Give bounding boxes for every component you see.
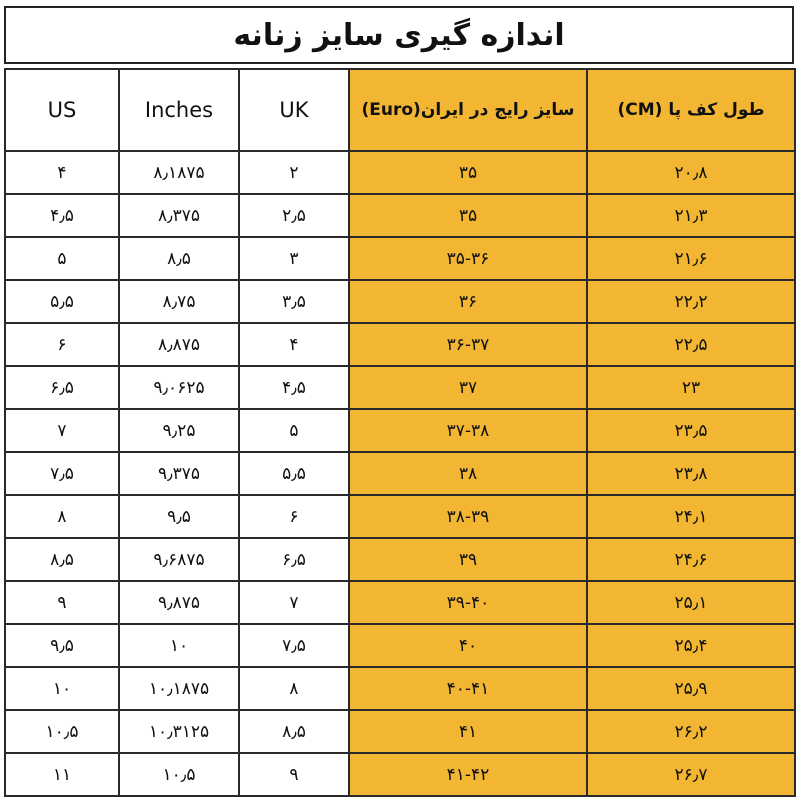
- cell-inches: ۹٫۶۸۷۵: [119, 538, 239, 581]
- cell-uk: ۷: [239, 581, 349, 624]
- cell-inches: ۱۰٫۳۱۲۵: [119, 710, 239, 753]
- table-row: [5, 581, 795, 624]
- cell-uk: ۵: [239, 409, 349, 452]
- cell-euro: ۴۰: [349, 624, 587, 667]
- cell-euro: ۴۱: [349, 710, 587, 753]
- table-row: [5, 667, 795, 710]
- cell-uk: ۳: [239, 237, 349, 280]
- cell-us: ۵: [5, 237, 119, 280]
- table-row: [5, 495, 795, 538]
- cell-uk: ۶: [239, 495, 349, 538]
- table-row: [5, 409, 795, 452]
- header-uk: UK: [239, 69, 349, 151]
- cell-inches: ۹٫۵: [119, 495, 239, 538]
- cell-uk: ۴٫۵: [239, 366, 349, 409]
- cell-us: ۷: [5, 409, 119, 452]
- cell-us: ۶: [5, 323, 119, 366]
- cell-inches: ۱۰٫۱۸۷۵: [119, 667, 239, 710]
- cell-us: ۷٫۵: [5, 452, 119, 495]
- table-row: [5, 753, 795, 796]
- size-table: [4, 68, 796, 797]
- table-row: [5, 538, 795, 581]
- cell-cm: ۲۵٫۹: [587, 667, 795, 710]
- cell-euro: ۴۱-۴۲: [349, 753, 587, 796]
- header-cm: طول کف پا (CM): [587, 69, 795, 151]
- cell-cm: ۲۰٫۸: [587, 151, 795, 194]
- cell-euro: ۳۵: [349, 151, 587, 194]
- cell-euro: ۳۹-۴۰: [349, 581, 587, 624]
- cell-inches: ۹٫۳۷۵: [119, 452, 239, 495]
- table-row: [5, 366, 795, 409]
- cell-euro: ۳۶-۳۷: [349, 323, 587, 366]
- cell-uk: ۲: [239, 151, 349, 194]
- table-row: [5, 624, 795, 667]
- cell-uk: ۸: [239, 667, 349, 710]
- cell-uk: ۸٫۵: [239, 710, 349, 753]
- table-row: [5, 323, 795, 366]
- cell-cm: ۲۶٫۲: [587, 710, 795, 753]
- cell-uk: ۵٫۵: [239, 452, 349, 495]
- cell-cm: ۲۵٫۱: [587, 581, 795, 624]
- cell-euro: ۳۸: [349, 452, 587, 495]
- table-row: [5, 194, 795, 237]
- table-row: [5, 452, 795, 495]
- cell-uk: ۷٫۵: [239, 624, 349, 667]
- cell-cm: ۲۳٫۵: [587, 409, 795, 452]
- cell-us: ۹: [5, 581, 119, 624]
- cell-euro: ۳۶: [349, 280, 587, 323]
- cell-euro: ۳۵: [349, 194, 587, 237]
- cell-us: ۶٫۵: [5, 366, 119, 409]
- cell-inches: ۹٫۲۵: [119, 409, 239, 452]
- cell-us: ۵٫۵: [5, 280, 119, 323]
- cell-cm: ۲۴٫۶: [587, 538, 795, 581]
- cell-inches: ۱۰٫۵: [119, 753, 239, 796]
- header-euro: سایز رایج در ایران(Euro): [349, 69, 587, 151]
- cell-us: ۸: [5, 495, 119, 538]
- header-row: [5, 69, 795, 151]
- cell-cm: ۲۱٫۳: [587, 194, 795, 237]
- cell-uk: ۹: [239, 753, 349, 796]
- cell-us: ۴٫۵: [5, 194, 119, 237]
- cell-cm: ۲۳٫۸: [587, 452, 795, 495]
- cell-inches: ۸٫۸۷۵: [119, 323, 239, 366]
- cell-cm: ۲۲٫۵: [587, 323, 795, 366]
- table-row: [5, 280, 795, 323]
- table-row: [5, 151, 795, 194]
- cell-cm: ۲۶٫۷: [587, 753, 795, 796]
- cell-us: ۸٫۵: [5, 538, 119, 581]
- cell-uk: ۶٫۵: [239, 538, 349, 581]
- cell-euro: ۳۷-۳۸: [349, 409, 587, 452]
- cell-inches: ۸٫۵: [119, 237, 239, 280]
- cell-cm: ۲۵٫۴: [587, 624, 795, 667]
- cell-inches: ۸٫۳۷۵: [119, 194, 239, 237]
- cell-inches: ۹٫۸۷۵: [119, 581, 239, 624]
- cell-uk: ۲٫۵: [239, 194, 349, 237]
- header-inches: Inches: [119, 69, 239, 151]
- cell-inches: ۱۰: [119, 624, 239, 667]
- header-us: US: [5, 69, 119, 151]
- cell-us: ۹٫۵: [5, 624, 119, 667]
- cell-inches: ۸٫۷۵: [119, 280, 239, 323]
- cell-us: ۴: [5, 151, 119, 194]
- table-row: [5, 710, 795, 753]
- cell-uk: ۳٫۵: [239, 280, 349, 323]
- cell-us: ۱۱: [5, 753, 119, 796]
- cell-us: ۱۰٫۵: [5, 710, 119, 753]
- table-row: [5, 237, 795, 280]
- cell-inches: ۹٫۰۶۲۵: [119, 366, 239, 409]
- table-body: [5, 151, 795, 796]
- page-title: اندازه گیری سایز زنانه: [4, 6, 794, 64]
- cell-us: ۱۰: [5, 667, 119, 710]
- cell-euro: ۳۷: [349, 366, 587, 409]
- cell-cm: ۲۲٫۲: [587, 280, 795, 323]
- cell-cm: ۲۱٫۶: [587, 237, 795, 280]
- cell-cm: ۲۴٫۱: [587, 495, 795, 538]
- cell-inches: ۸٫۱۸۷۵: [119, 151, 239, 194]
- cell-euro: ۳۵-۳۶: [349, 237, 587, 280]
- cell-euro: ۳۹: [349, 538, 587, 581]
- cell-euro: ۳۸-۳۹: [349, 495, 587, 538]
- cell-euro: ۴۰-۴۱: [349, 667, 587, 710]
- cell-uk: ۴: [239, 323, 349, 366]
- cell-cm: ۲۳: [587, 366, 795, 409]
